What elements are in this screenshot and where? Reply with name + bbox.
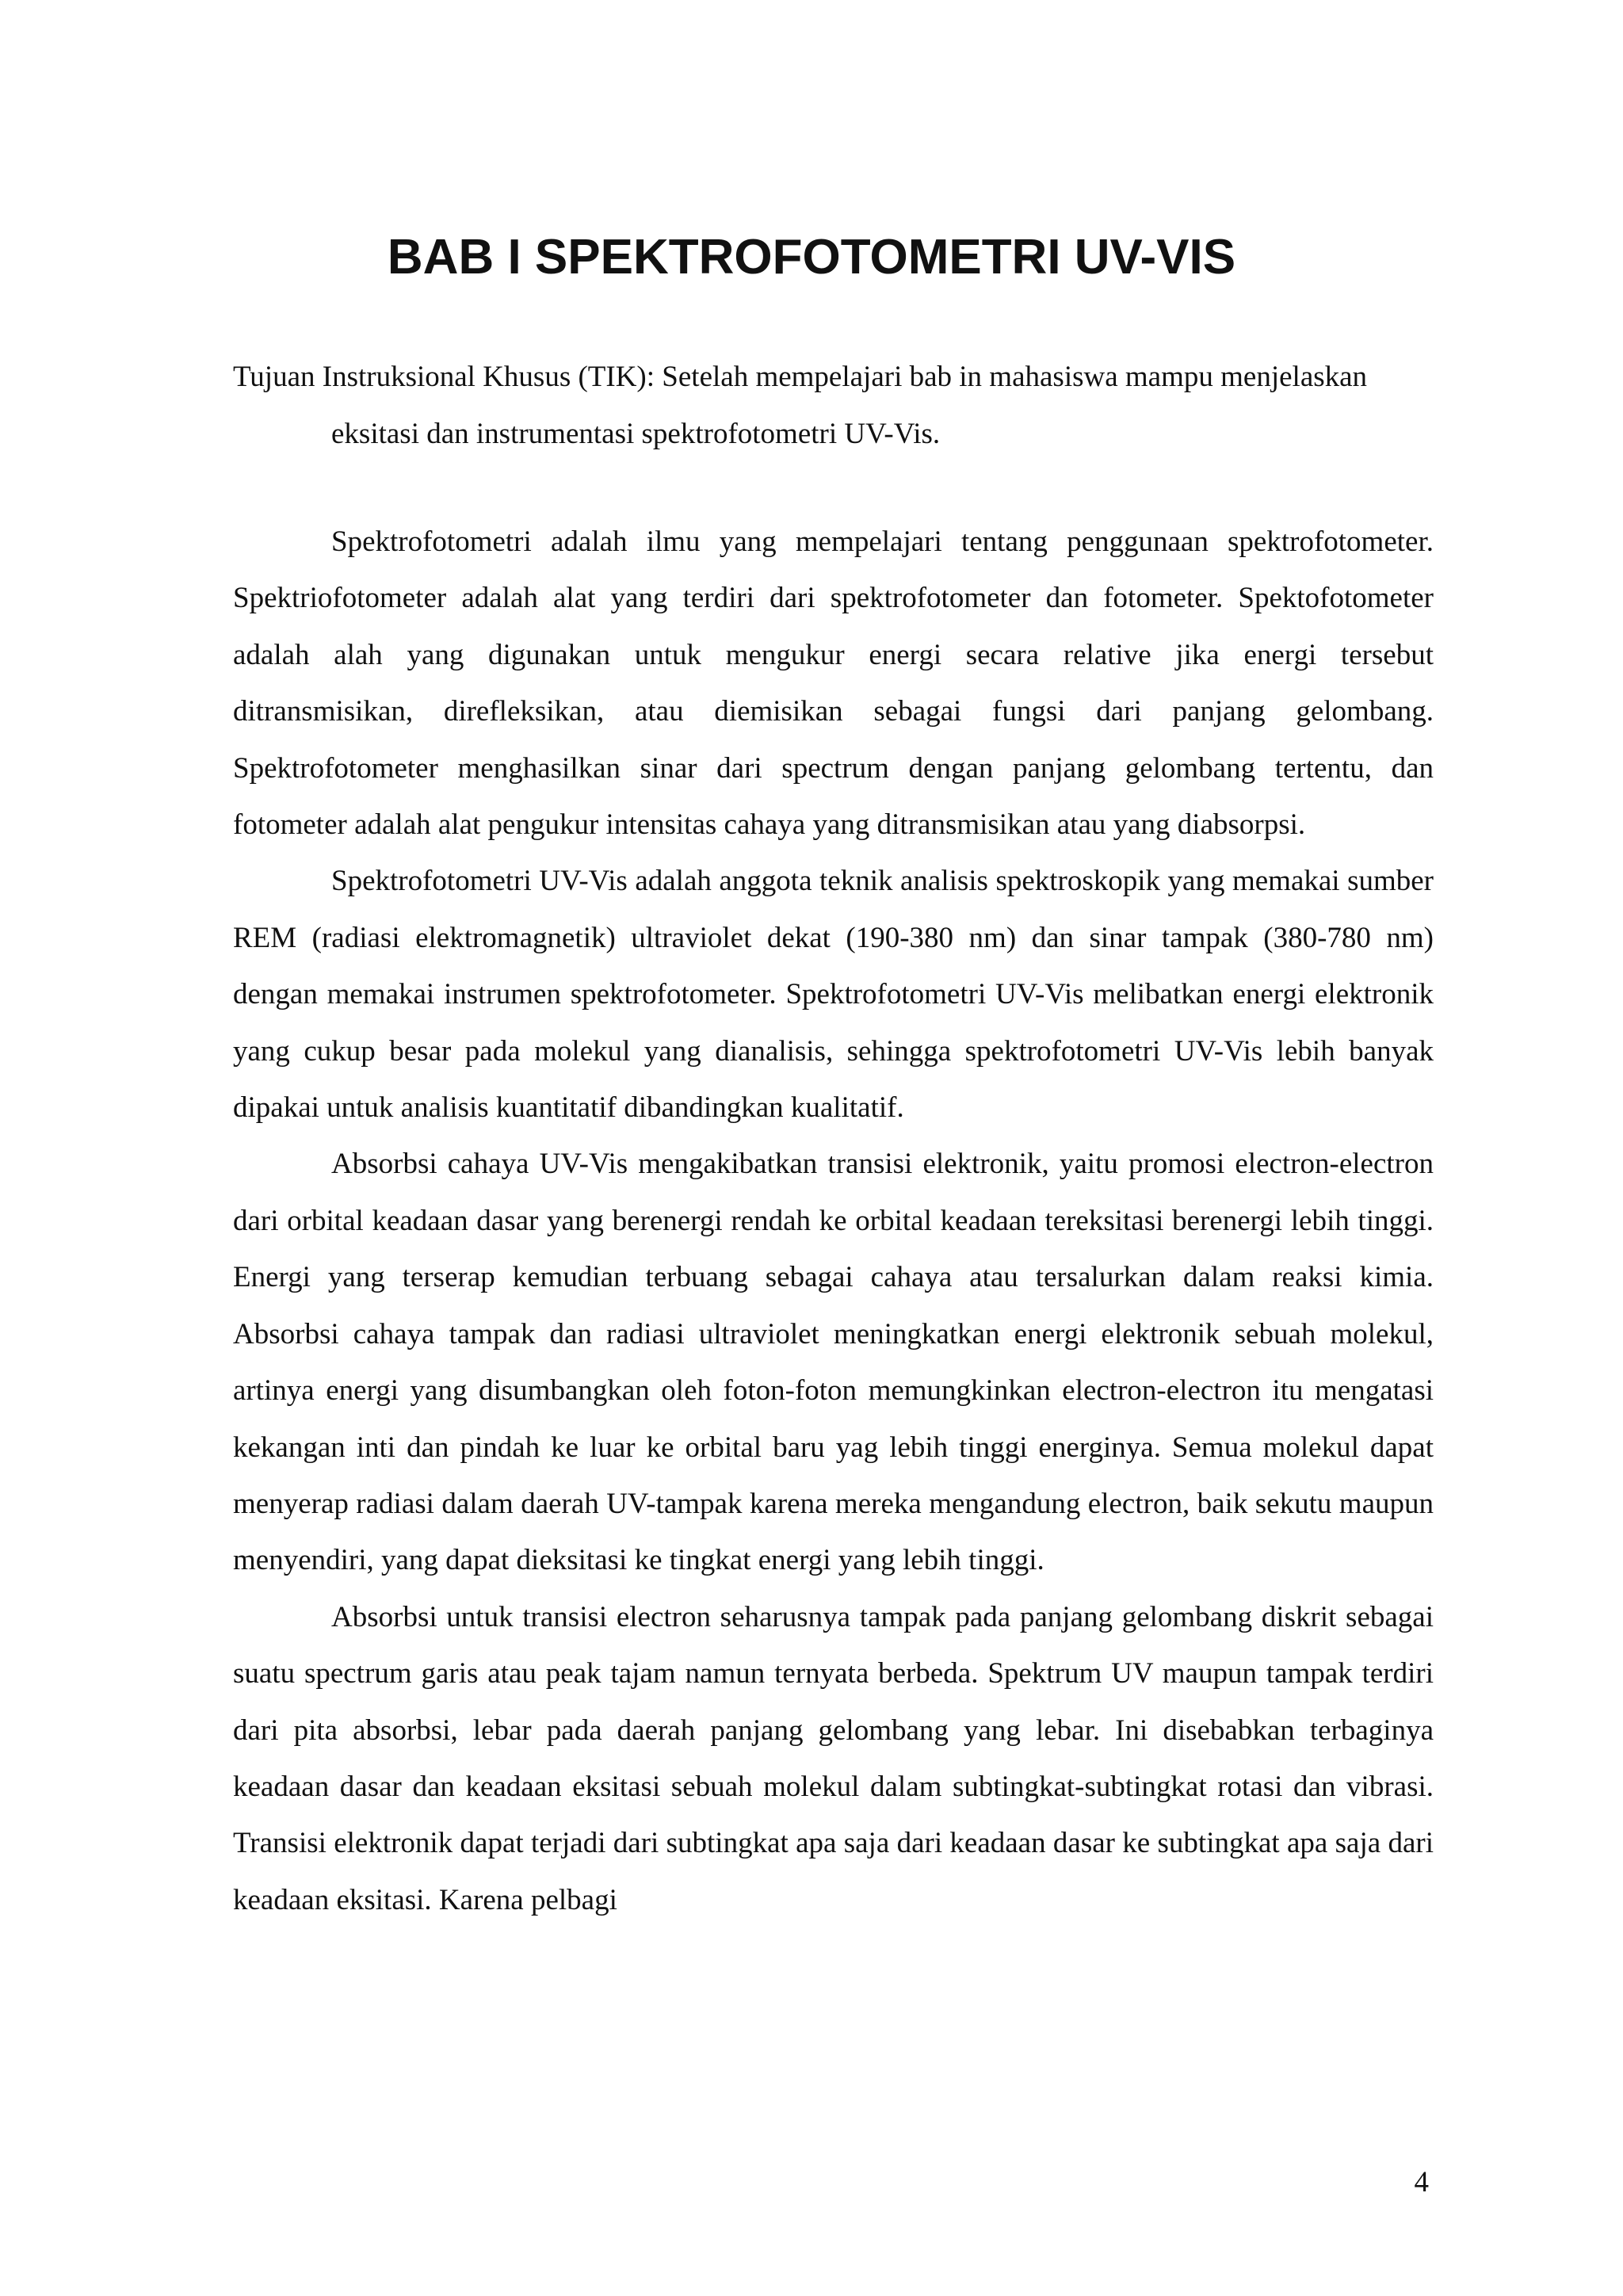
paragraph: Spektrofotometri UV-Vis adalah anggota teknik analisis spektroskopik yang memakai sumber REM (radiasi elektromagnetik) ultraviolet dekat (190-380 nm) dan sinar tampak (380-780 nm) dengan memakai instrumen spektrofotometer. Spektrofotometri UV-Vis melibatkan energi elektronik yang cukup besar pada molekul yang dianalisis, sehingga spektrofotometri UV-Vis lebih banyak dipakai untuk analisis kuantitatif dibandingkan kualitatif. bbox=[233, 865, 1434, 1125]
chapter-title: BAB I SPEKTROFOTOMETRI UV-VIS bbox=[387, 230, 1236, 285]
paragraph: Spektrofotometri adalah ilmu yang mempelajari tentang penggunaan spektrofotometer. Spektriofotometer adalah alat yang terdiri dari spektrofotometer dan fotometer. Spektofotometer adalah alah yang digunakan untuk mengukur energi secara relative jika energi tersebut ditransmisikan, direfleksikan, atau diemisikan sebagai fungsi dari panjang gelombang. Spektrofotometer menghasilkan sinar dari spectrum dengan panjang gelombang tertentu, dan fotometer adalah alat pengukur intensitas cahaya yang ditransmisikan atau yang diabsorpsi. bbox=[233, 525, 1434, 842]
page-number: 4 bbox=[1414, 2166, 1429, 2199]
paragraph: Absorbsi cahaya UV-Vis mengakibatkan transisi elektronik, yaitu promosi electron-electron dari orbital keadaan dasar yang berenergi rendah ke orbital keadaan tereksitasi berenergi lebih tinggi. Energi yang terserap kemudian terbuang sebagai cahaya atau tersalurkan dalam reaksi kimia. Absorbsi cahaya tampak dan radiasi ultraviolet meningkatkan energi elektronik sebuah molekul, artinya energi yang disumbangkan oleh foton-foton memungkinkan electron-electron itu mengatasi kekangan inti dan pindah ke luar ke orbital baru yag lebih tinggi energinya. Semua molekul dapat menyerap radiasi dalam daerah UV-tampak karena mereka mengandung electron, baik sekutu maupun menyendiri, yang dapat dieksitasi ke tingkat energi yang lebih tinggi. bbox=[233, 1148, 1434, 1577]
body-text bbox=[233, 514, 1434, 1928]
paragraph: Absorbsi untuk transisi electron seharusnya tampak pada panjang gelombang diskrit sebagai suatu spectrum garis atau peak tajam namun ternyata berbeda. Spektrum UV maupun tampak terdiri dari pita absorbsi, lebar pada daerah panjang gelombang yang lebar. Ini disebabkan terbaginya keadaan dasar dan keadaan eksitasi sebuah molekul dalam subtingkat-subtingkat rotasi dan vibrasi. Transisi elektronik dapat terjadi dari subtingkat apa saja dari keadaan dasar ke subtingkat apa saja dari keadaan eksitasi. Karena pelbagi bbox=[233, 1600, 1434, 1916]
learning-objective: Tujuan Instruksional Khusus (TIK): Setelah mempelajari bab in mahasiswa mampu menjelaskan eksitasi dan instrumentasi spektrofotometri UV-Vis. bbox=[233, 361, 1368, 450]
